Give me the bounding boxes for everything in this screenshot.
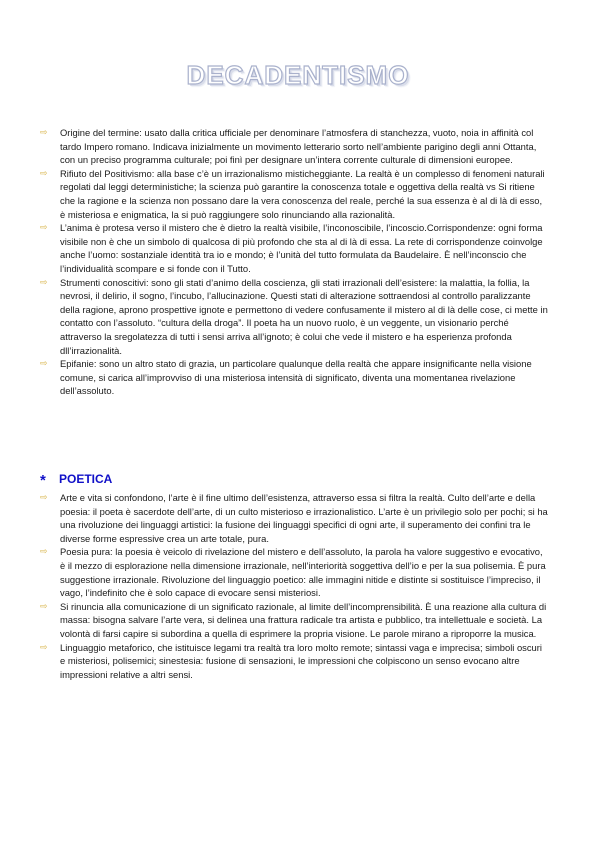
section-heading-text: POETICA xyxy=(59,472,113,486)
list-item xyxy=(40,357,548,398)
page-title: DECADENTISMO xyxy=(186,60,410,90)
arrow-bullet-icon: ⇨ xyxy=(40,358,48,369)
arrow-bullet-icon: ⇨ xyxy=(40,492,48,502)
item-text: Si rinuncia alla comunicazione di un significato razionale, al limite dell’incomprensibilità. È una reazione alla cultura di massa: bisogna salvare l’arte vera, si delinea una frattura radicale tra artista e pubblico, tra intellettuale e società. La volontà di farsi capire si subordina a quella di esprimere la propria visione. Le parole mirano a riproporre la musica. xyxy=(60,600,547,639)
item-text: Origine del termine: usato dalla critica ufficiale per denominare l’atmosfera di stanchezza, vuoto, noia in affinità col tardo Impero romano. Indicava inizialmente un movimento letterario sorto nell’ambiente parigino degli anni Ottanta, con un preciso programma culturale; poi finì per designare un’intera corrente culturale di dimensioni europee. xyxy=(60,127,537,166)
section-heading-poetica xyxy=(40,472,112,489)
item-text: Arte e vita si confondono, l’arte è il fine ultimo dell’esistenza, attraverso essa si filtra la realtà. Culto dell’arte e della poesia: il poeta è sacerdote dell’arte, di un culto misterioso e irrazionalistico. L’arte è un privilegio solo per pochi; si ha una rivoluzione dei linguaggi artistici: la fusione dei linguaggi specifici di ogni arte, il superamento dei confini tra le diverse forme espressive crea un arte totale, pura. xyxy=(60,492,548,544)
list-item xyxy=(40,126,548,167)
list-item xyxy=(40,167,548,221)
item-text: Epifanie: sono un altro stato di grazia, un particolare qualunque della realtà che appare insignificante nella visione comune, si carica all’improvviso di una misteriosa intensità di significato, diventa una momentanea rivelazione dell’assoluto. xyxy=(60,358,532,397)
list-item xyxy=(40,491,548,545)
item-text: L’anima è protesa verso il mistero che è dietro la realtà visibile, l’inconoscibile, l’incoscio.Corrispondenze: ogni forma visibile non è che un simbolo di qualcosa di più profondo che sta al di là di essa. La rete di corrispondenze coinvolge anche l’uomo: sostanziale identità tra io e mondo; è l’unità del tutto formulata da Baudelaire. È nell’inconscio che l’individualità scompare e si fonde con il Tutto. xyxy=(60,222,543,274)
poetica-list xyxy=(40,491,548,681)
list-item xyxy=(40,600,548,641)
arrow-bullet-icon: ⇨ xyxy=(40,546,48,557)
star-bullet-icon: * xyxy=(40,472,46,489)
arrow-bullet-icon: ⇨ xyxy=(40,127,48,137)
list-item xyxy=(40,276,548,358)
arrow-bullet-icon: ⇨ xyxy=(40,167,48,178)
item-text: Poesia pura: la poesia è veicolo di rivelazione del mistero e dell’assoluto, la parola ha valore suggestivo e evocativo, è il mezzo di esplorazione nella dimensione irrazionale, nell’interiorità soggettiva dell’io e per la sua polisemia. È pura suggestione irrazionale. Rivoluzione del linguaggio poetico: alle immagini nitide e distinte si sostituisce l’impreciso, il vago, l’indefinito che è solo capace di evocare sensi misteriosi. xyxy=(60,546,546,599)
intro-list xyxy=(40,126,548,398)
arrow-bullet-icon: ⇨ xyxy=(40,276,48,287)
list-item xyxy=(40,545,548,599)
list-item xyxy=(40,221,548,275)
item-text: Rifiuto del Positivismo: alla base c’è un irrazionalismo misticheggiante. La realtà è un complesso di fenomeni naturali regolati dal leggi deterministiche; la scienza può garantire la conoscenza totale e oggettiva della realtà vs Si ritiene che la ragione e la scienza non possano dare la vera conoscenza del reale, perché la sua essenza è al di là di esso, è misteriosa e enigmatica, la si può raggiungere solo rinunciando alla razionalità. xyxy=(60,167,545,220)
item-text: Linguaggio metaforico, che istituisce legami tra realtà tra loro molto remote; sintassi vaga e imprecisa; simboli oscuri e misteriosi, polisemici; sinestesia: fusione di sensazioni, le impressioni che colpiscono un senso evocano altre impressioni relative a altri sensi. xyxy=(60,641,542,680)
list-item xyxy=(40,641,548,682)
arrow-bullet-icon: ⇨ xyxy=(40,222,48,233)
arrow-bullet-icon: ⇨ xyxy=(40,600,48,611)
item-text: Strumenti conoscitivi: sono gli stati d’animo della coscienza, gli stati irrazionali dell’esistere: la malattia, la follia, la nevrosi, il delirio, il sogno, l’incubo, l’allucinazione. Questi stati di alterazione sottraendosi al controllo paralizzante della ragione, aprono prospettive ignote e permettono di vedere confusamente il mistero al di là delle cose, ci mette in contatto con l’assoluto. “cultura della droga”. Il poeta ha un nuovo ruolo, è un veggente, un visionario perché attraverso la sregolatezza di tutti i sensi arriva all’ignoto; è colui che vede il mistero e ha esperienza profonda dll’irrazionalità. xyxy=(60,276,548,356)
arrow-bullet-icon: ⇨ xyxy=(40,641,48,652)
